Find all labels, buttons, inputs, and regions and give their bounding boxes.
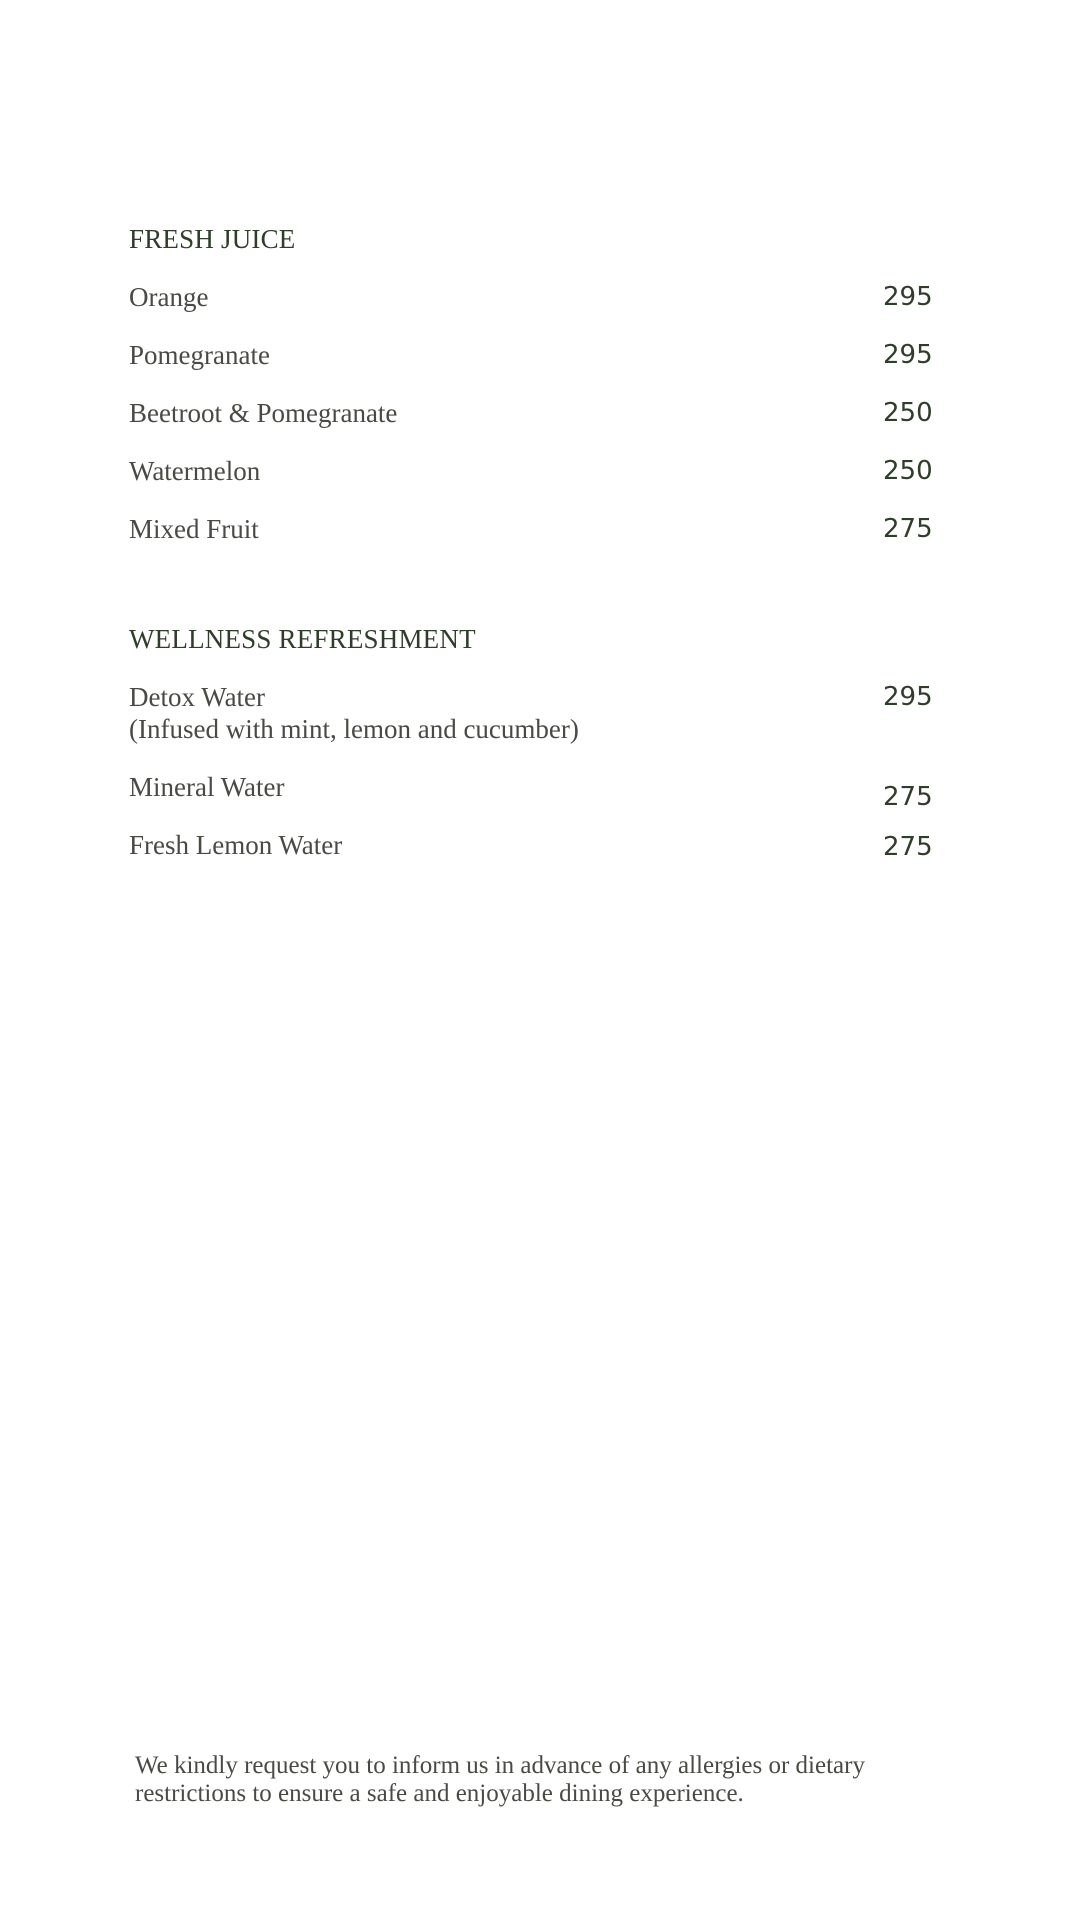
allergy-notice-line-1: We kindly request you to inform us in advance of any allergies or dietary	[135, 1752, 865, 1779]
item-name: Mixed Fruit	[129, 514, 259, 544]
item-price: 275	[883, 832, 933, 862]
item-name: Fresh Lemon Water	[129, 830, 343, 860]
item-name: Detox Water	[129, 682, 266, 712]
item-name: Pomegranate	[129, 340, 270, 370]
item-name: Mineral Water	[129, 772, 285, 802]
item-name: Beetroot & Pomegranate	[129, 398, 398, 428]
allergy-notice-line-2: restrictions to ensure a safe and enjoyable dining experience.	[135, 1780, 744, 1807]
item-price: 295	[883, 282, 933, 312]
item-description: (Infused with mint, lemon and cucumber)	[129, 714, 579, 744]
item-name: Orange	[129, 282, 209, 312]
item-price: 295	[883, 340, 933, 370]
menu-item-detox-water	[129, 682, 949, 752]
allergy-notice	[135, 1752, 975, 1808]
item-price: 250	[883, 456, 933, 486]
section-title-wellness-refreshment: WELLNESS REFRESHMENT	[129, 624, 476, 654]
section-title-fresh-juice: FRESH JUICE	[129, 224, 296, 254]
item-name: Watermelon	[129, 456, 261, 486]
item-price: 250	[883, 398, 933, 428]
item-price: 295	[883, 682, 933, 712]
item-price: 275	[883, 782, 933, 812]
item-price: 275	[883, 514, 933, 544]
